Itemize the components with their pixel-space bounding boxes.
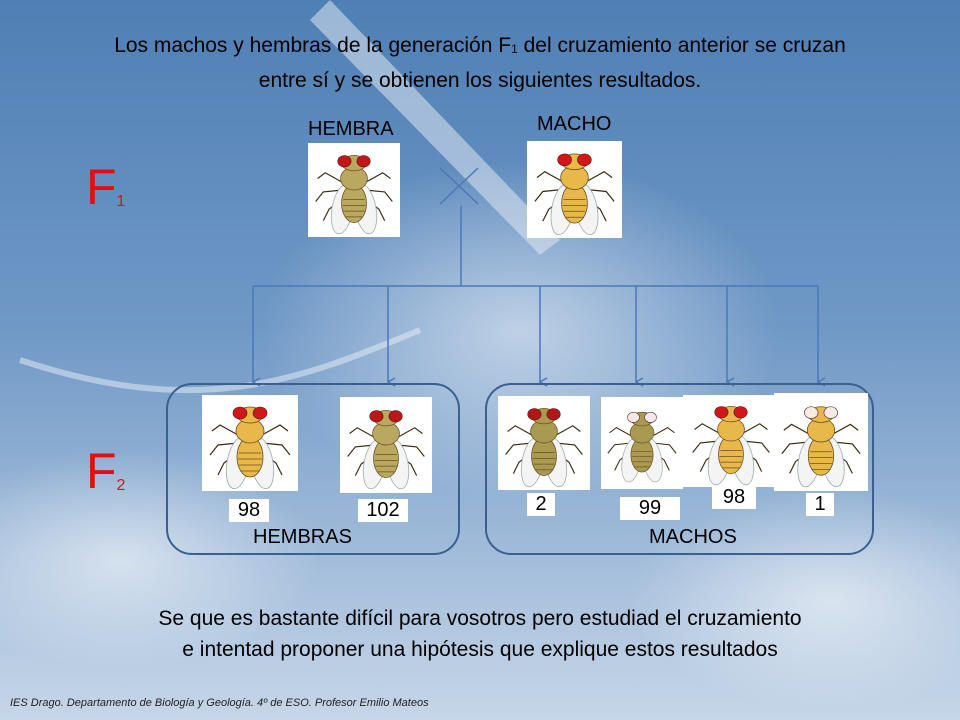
- males-label: MACHOS: [649, 526, 737, 548]
- offspring-male-dark-body-fly-image: [498, 396, 590, 490]
- offspring-female-dark-body-fly-image: [340, 397, 432, 493]
- question-text: Se que es bastante difícil para vosotros pero estudiad el cruzamiento e intentad proponer una hipótesis que explique estos resultados: [158, 607, 802, 661]
- count-male-wildtype: 98: [712, 486, 756, 509]
- f2-generation-label: $F_2$: [86, 443, 126, 499]
- male-parent-fly-image: [527, 141, 622, 238]
- count-female-wildtype: 98: [229, 499, 269, 522]
- credit-footer: IES Drago. Departamento de Biología y Geología. 4º de ESO. Profesor Emilio Mateos: [10, 697, 429, 709]
- count-female-dark-body: 102: [358, 499, 408, 522]
- females-label: HEMBRAS: [253, 526, 352, 548]
- count-male-dark-body: 2: [527, 493, 555, 516]
- offspring-male-white-eye-fly-image: [774, 393, 868, 491]
- female-parent-label: HEMBRA: [308, 118, 394, 140]
- offspring-male-white-eye-dark-body-fly-image: [601, 397, 683, 489]
- count-male-white-eye-dark-body: 99: [620, 497, 680, 520]
- f1-generation-label: $F_1$: [86, 159, 126, 215]
- female-parent-fly-image: [308, 143, 400, 237]
- intro-text: Los machos y hembras de la generación $F_1$ del cruzamiento anterior se cruzan entre sí y se obtienen los siguientes resultados.: [114, 34, 846, 92]
- male-parent-label: MACHO: [537, 113, 612, 135]
- count-male-white-eye: 1: [806, 493, 834, 516]
- offspring-female-wildtype-fly-image: [202, 395, 298, 491]
- offspring-male-wildtype-fly-image: [683, 395, 779, 487]
